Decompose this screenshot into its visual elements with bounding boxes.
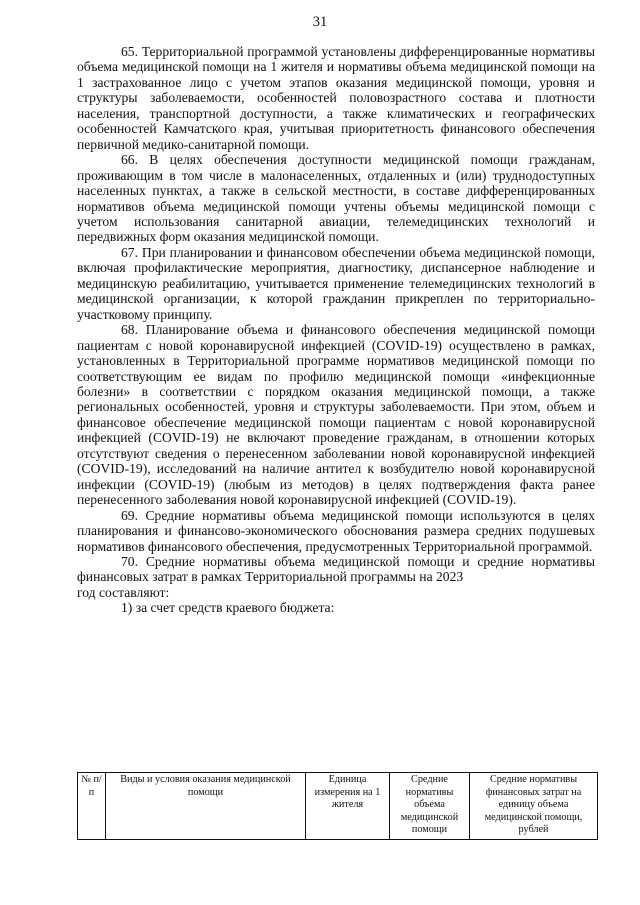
paragraph-69: 69. Средние нормативы объема медицинской помощи используются в целях планирования и финансово-экономического обоснования размера средних подушевых нормативов финансового обеспечения, предусмотренных Территориальной программой.	[77, 507, 595, 554]
header-unit: Единица измерения на 1 жителя	[306, 773, 390, 840]
paragraph-70-tail: год составляют:	[77, 584, 170, 600]
header-volume-norm: Средние нормативы объема медицинской помощи	[390, 773, 470, 840]
paragraph-66: 66. В целях обеспечения доступности медицинской помощи гражданам, проживающим в том числе в малонаселенных, отдаленных и (или) труднодоступных населенных пунктах, а также в сельской местности, в составе дифференцированных нормативов объема медицинской помощи учтены объемы медицинской помощи с учетом использования санитарной авиации, телемедицинских технологий и передвижных форм оказания медицинской помощи.	[77, 152, 595, 245]
paragraph-68: 68. Планирование объема и финансового обеспечения медицинской помощи пациентам с новой коронавирусной инфекцией (COVID-19) осуществлено в рамках, установленных в Территориальной программе нормативов медицинской помощи по соответствующим ее видам по профилю медицинской помощи «инфекционные болезни» в соответствии с порядком оказания медицинской помощи, а также региональных особенностей, уровня и структуры заболеваемости. При этом, объем и финансовое обеспечение медицинской помощи пациентам с новой коронавирусной инфекцией (COVID-19) не включают проведение гражданам, в отношении которых отсутствуют сведения о перенесенном заболевании новой коронавирусной инфекцией (COVID-19), исследований на наличие антител к возбудителю новой коронавирусной инфекции (COVID-19) (любым из методов) в целях подтверждения факта ранее перенесенного заболевания новой коронавирусной инфекцией (COVID-19).	[77, 322, 595, 508]
header-care-type: Виды и условия оказания медицинской помощи	[106, 773, 306, 840]
table-header-row	[78, 773, 598, 840]
paragraph-65: 65. Территориальной программой установлены дифференцированные нормативы объема медицинской помощи на 1 жителя и нормативы объема медицинской помощи на 1 застрахованное лицо с учетом этапов оказания медицинской помощи, уровня и структуры заболеваемости, особенностей половозрастного состава и плотности населения, транспортной доступности, а также климатических и географических особенностей Камчатского края, учитывая приоритетность финансового обеспечения первичной медико-санитарной помощи.	[77, 44, 595, 152]
page-number: 31	[312, 14, 328, 30]
paragraph-67: 67. При планировании и финансовом обеспечении объема медицинской помощи, включая профилактические мероприятия, диагностику, диспансерное наблюдение и медицинскую реабилитацию, учитывается применение телемедицинских технологий в медицинской организации, к которой гражданин прикреплен по территориально-участковому принципу.	[77, 244, 595, 322]
header-cost-norm: Средние нормативы финансовых затрат на единицу объема медицинской помощи, рублей	[470, 773, 598, 840]
paragraph-70: 70. Средние нормативы объема медицинской помощи и средние нормативы финансовых затрат в рамках Территориальной программы на 2023	[77, 553, 595, 585]
budget-source-label: 1) за счет средств краевого бюджета:	[121, 600, 335, 616]
header-number: № п/п	[78, 773, 106, 840]
norms-table	[77, 772, 598, 840]
document-body	[77, 44, 595, 616]
